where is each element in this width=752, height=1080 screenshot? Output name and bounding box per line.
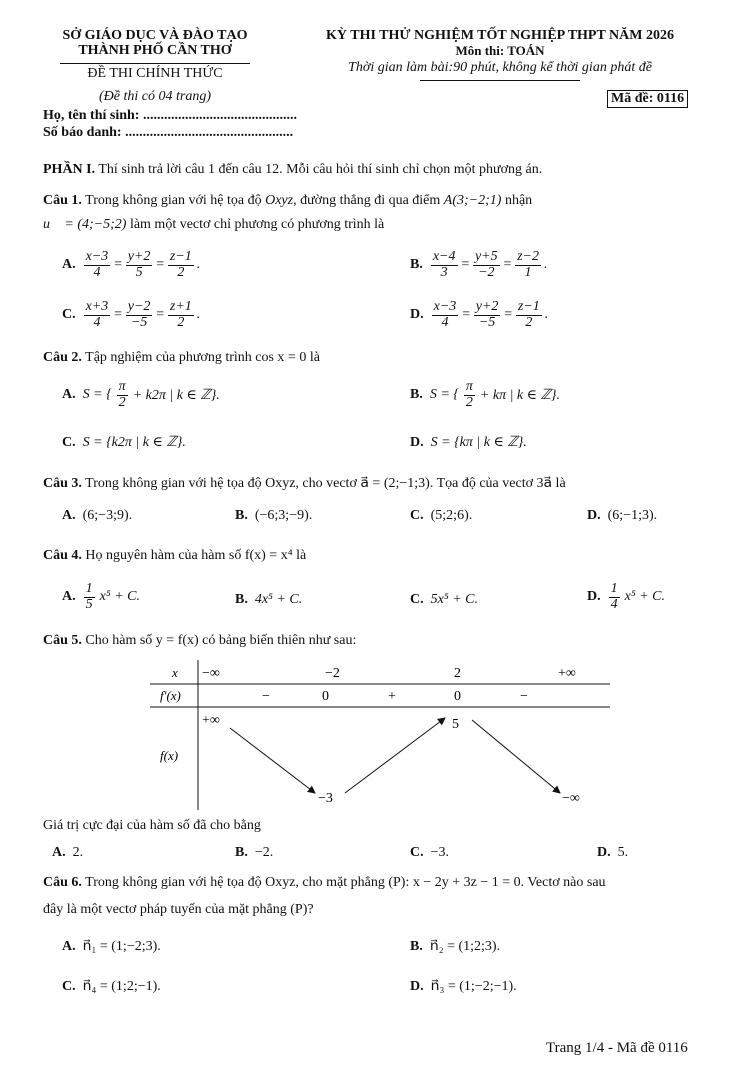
q5-question: Giá trị cực đại của hàm số đã cho bằng <box>43 818 261 833</box>
exam-time: Thời gian làm bài:90 phút, không kể thời gian phát đề <box>348 60 652 75</box>
x-value: −∞ <box>202 666 220 681</box>
variation-table <box>150 660 610 810</box>
pages-note: (Đề thi có 04 trang) <box>99 89 211 104</box>
q4-option-d[interactable]: D. $\frac{1}{4}$ x⁵ + C. <box>587 581 665 612</box>
time-underline <box>420 80 580 81</box>
part1-instruction: PHẦN I. Thí sinh trả lời câu 1 đến câu 12. Mỗi câu hỏi thí sinh chỉ chọn một phương án. <box>43 162 543 177</box>
question-5: Câu 5. Cho hàm số y = f(x) có bảng biến thiên như sau: <box>43 633 357 648</box>
question-3: Câu 3. Trong không gian với hệ tọa độ Oxyz, cho vectơ a⃗ = (2;−1;3). Tọa độ của vectơ 3a⃗ là <box>43 476 566 491</box>
exam-title: KỲ THI THỬ NGHIỆM TỐT NGHIỆP THPT NĂM 2026 <box>326 28 674 43</box>
decrease-arrow <box>472 720 560 793</box>
q5-option-b[interactable]: B. −2. <box>235 845 274 860</box>
department-name: SỞ GIÁO DỤC VÀ ĐÀO TẠO THÀNH PHỐ CẦN THƠ <box>62 28 248 58</box>
fp-sign: − <box>262 689 270 704</box>
fp-sign: − <box>520 689 528 704</box>
question-4: Câu 4. Họ nguyên hàm của hàm số f(x) = x⁴ là <box>43 548 307 563</box>
fp-label: f′(x) <box>160 688 181 703</box>
x-value: 2 <box>454 666 461 681</box>
decrease-arrow <box>230 728 315 793</box>
f-value: −3 <box>318 791 333 806</box>
exam-code: Mã đề: 0116 <box>607 90 688 108</box>
q6-option-a[interactable]: A. n⃗₁ = (1;−2;3). <box>62 938 161 954</box>
page-footer: Trang 1/4 - Mã đề 0116 <box>546 1040 688 1056</box>
question-6-line1: Câu 6. Trong không gian với hệ tọa độ Oxyz, cho mặt phẳng (P): x − 2y + 3z − 1 = 0. Vectơ nào sau <box>43 875 606 890</box>
q1-option-d[interactable]: D. $\frac{x-3}{4}$ = $\frac{y+2}{-5}$ = $\frac{z-1}{2}$ . <box>410 299 549 330</box>
student-name-line: Họ, tên thí sinh: ............................................ <box>43 108 297 123</box>
q2-option-d[interactable]: D. S = {kπ | k ∈ ℤ}. <box>410 434 527 450</box>
q1-option-a[interactable]: A. $\frac{x-3}{4}$ = $\frac{y+2}{5}$ = $\frac{z-1}{2}$ . <box>62 249 201 280</box>
q2-option-a[interactable]: A. S = { $\frac{\pi}{2}$ + k2π | k ∈ ℤ}. <box>62 379 220 410</box>
q6-option-b[interactable]: B. n⃗₂ = (1;2;3). <box>410 938 501 954</box>
q4-option-c[interactable]: C. 5x⁵ + C. <box>410 592 478 607</box>
subject: Môn thi: TOÁN <box>455 43 545 58</box>
official-label: ĐỀ THI CHÍNH THỨC <box>87 66 223 81</box>
q3-option-a[interactable]: A. (6;−3;9). <box>62 508 133 523</box>
q1-option-b[interactable]: B. $\frac{x-4}{3}$ = $\frac{y+5}{-2}$ = $\frac{z-2}{1}$ . <box>410 249 548 280</box>
q2-option-c[interactable]: C. S = {k2π | k ∈ ℤ}. <box>62 434 186 450</box>
x-value: −2 <box>325 666 340 681</box>
q4-option-a[interactable]: A. $\frac{1}{5}$ x⁵ + C. <box>62 581 140 612</box>
f-value: 5 <box>452 717 459 732</box>
fp-zero: 0 <box>454 689 461 704</box>
q1-option-c[interactable]: C. $\frac{x+3}{4}$ = $\frac{y-2}{-5}$ = $\frac{z+1}{2}$ . <box>62 299 201 330</box>
q3-option-c[interactable]: C. (5;2;6). <box>410 508 473 523</box>
q3-option-b[interactable]: B. (−6;3;−9). <box>235 508 313 523</box>
q3-option-d[interactable]: D. (6;−1;3). <box>587 508 658 523</box>
fp-zero: 0 <box>322 689 329 704</box>
x-value: +∞ <box>558 666 576 681</box>
q6-option-c[interactable]: C. n⃗₄ = (1;2;−1). <box>62 978 161 994</box>
q2-option-b[interactable]: B. S = { $\frac{\pi}{2}$ + kπ | k ∈ ℤ}. <box>410 379 561 410</box>
student-id-line: Số báo danh: ................................................ <box>43 125 294 140</box>
question-6-line2: đây là một vectơ pháp tuyến của mặt phẳng (P)? <box>43 902 314 917</box>
q4-option-b[interactable]: B. 4x⁵ + C. <box>235 592 303 607</box>
question-1-line2: u⃗ = (4;−5;2) làm một vectơ chỉ phương có phương trình là <box>43 217 385 232</box>
question-2: Câu 2. Tập nghiệm của phương trình cos x = 0 là <box>43 350 320 365</box>
q5-option-a[interactable]: A. 2. <box>52 845 84 860</box>
q5-option-d[interactable]: D. 5. <box>597 845 629 860</box>
q6-option-d[interactable]: D. n⃗₃ = (1;−2;−1). <box>410 978 517 994</box>
question-1-line1: Câu 1. Trong không gian với hệ tọa độ Oxyz, đường thẳng đi qua điểm A(3;−2;1) nhận <box>43 193 533 208</box>
q5-option-c[interactable]: C. −3. <box>410 845 450 860</box>
fp-sign: + <box>388 689 396 704</box>
header-underline <box>60 63 250 64</box>
f-value: +∞ <box>202 713 220 728</box>
f-value: −∞ <box>562 791 580 806</box>
f-label: f(x) <box>160 748 179 763</box>
increase-arrow <box>345 718 445 793</box>
x-label: x <box>172 665 178 680</box>
